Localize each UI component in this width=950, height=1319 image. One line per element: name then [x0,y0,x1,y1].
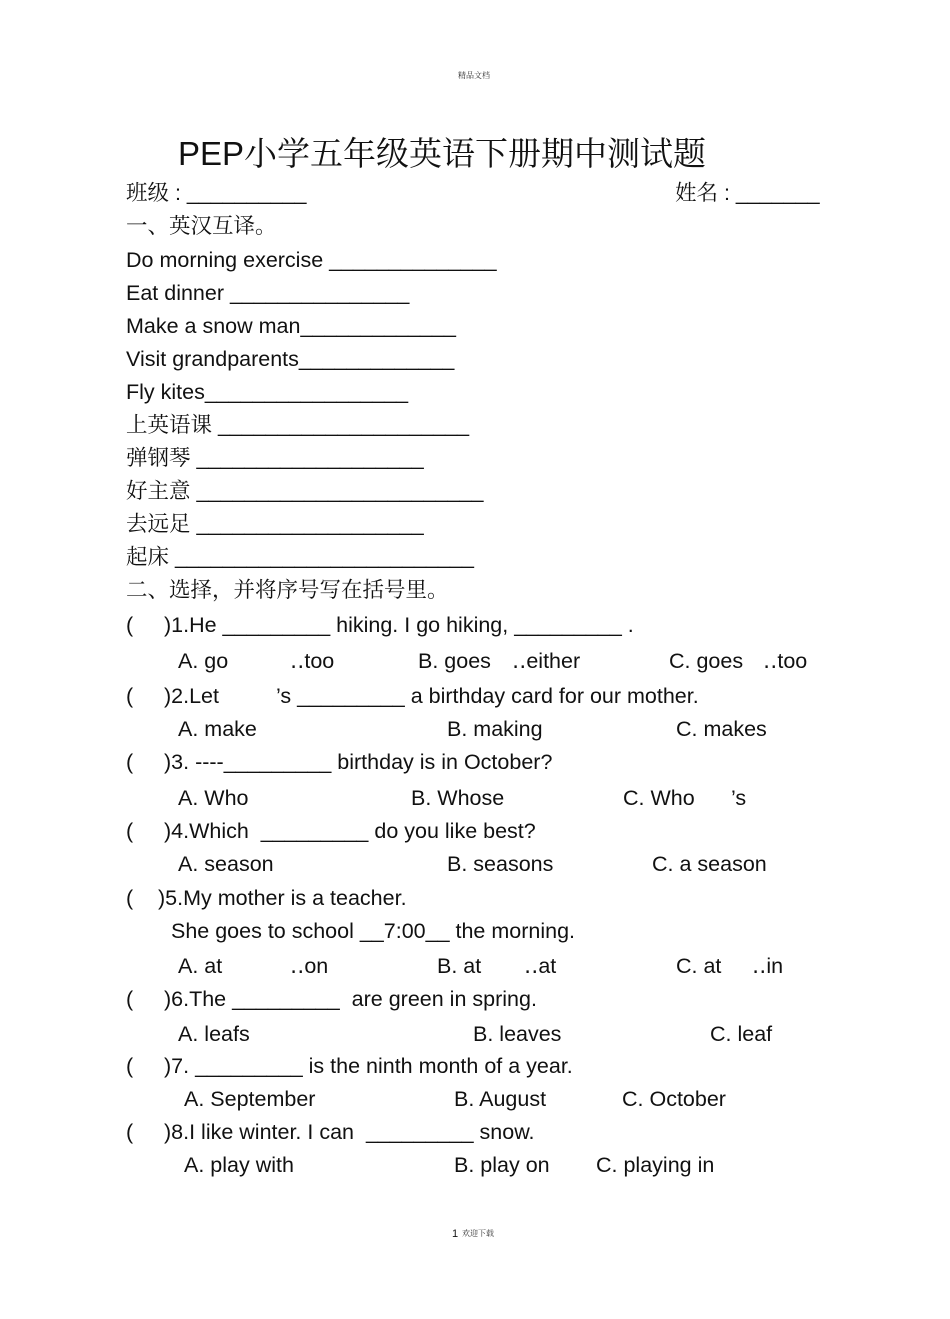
translation-item: 起床 _________________________ [126,545,474,569]
option-a: A. go [178,649,229,673]
option-b-suffix: ‥either [512,649,581,673]
translation-item: 上英语课 _____________________ [126,413,470,437]
answer-paren: ( [126,886,134,910]
option-c: C. at [676,954,722,978]
question-stem: )5.My mother is a teacher. [158,886,407,910]
translation-item: Fly kites_________________ [126,380,409,404]
translation-item: Visit grandparents_____________ [126,347,455,371]
header-note: 精品文档 [458,71,490,80]
option-a: A. leafs [178,1022,250,1046]
translation-item: Make a snow man_____________ [126,314,456,338]
section2-heading: 二、选择，并将序号写在括号里。 [126,578,449,602]
option-a-suffix: ‥on [290,954,329,978]
page-number: 1 [452,1228,459,1240]
question-stem-cont: ’s _________ a birthday card for our mother. [276,684,699,708]
question-stem-cont: She goes to school __7:00__ the morning. [171,919,576,943]
option-a: A. Who [178,786,249,810]
answer-paren: ( [126,819,134,843]
option-b-suffix: ‥at [524,954,557,978]
option-b: B. August [454,1087,547,1111]
option-c: C. a season [652,852,767,876]
section1-heading: 一、英汉互译。 [126,214,277,238]
translation-item: 好主意 ________________________ [126,479,484,503]
option-c: C. goes [669,649,744,673]
option-a-suffix: ‥too [290,649,335,673]
option-c: C. leaf [710,1022,773,1046]
option-b: B. leaves [473,1022,562,1046]
page-title: PEP小学五年级英语下册期中测试题 [178,135,707,172]
footer-note: 欢迎下载 [462,1229,494,1238]
translation-item: 弹钢琴 ___________________ [126,446,424,470]
option-c: C. makes [676,717,767,741]
option-c: C. October [622,1087,726,1111]
question-stem: )1.He _________ hiking. I go hiking, _________ . [164,613,634,637]
option-c-suffix: ’s [731,786,747,810]
option-c: C. playing in [596,1153,715,1177]
translation-item: Do morning exercise ______________ [126,248,497,272]
question-stem: )8.I like winter. I can _________ snow. [164,1120,535,1144]
question-stem: )4.Which _________ do you like best? [164,819,536,843]
name-field: 姓名 : _______ [675,181,820,205]
option-a: A. September [184,1087,316,1111]
answer-paren: ( [126,987,134,1011]
translation-item: Eat dinner _______________ [126,281,410,305]
question-stem: )7. _________ is the ninth month of a year. [164,1054,573,1078]
option-a: A. make [178,717,257,741]
option-c-suffix: ‥in [752,954,784,978]
translation-item: 去远足 ___________________ [126,512,424,536]
option-a: A. play with [184,1153,294,1177]
answer-paren: ( [126,750,134,774]
question-stem: )2.Let [164,684,219,708]
question-stem: )6.The _________ are green in spring. [164,987,537,1011]
answer-paren: ( [126,1054,134,1078]
answer-paren: ( [126,613,134,637]
option-b: B. goes [418,649,491,673]
option-a: A. at [178,954,223,978]
class-field: 班级 : __________ [126,181,307,205]
option-c-suffix: ‥too [763,649,808,673]
option-c: C. Who [623,786,695,810]
option-b: B. Whose [411,786,505,810]
option-a: A. season [178,852,274,876]
option-b: B. play on [454,1153,550,1177]
answer-paren: ( [126,1120,134,1144]
option-b: B. making [447,717,543,741]
question-stem: )3. ----_________ birthday is in October? [164,750,553,774]
option-b: B. at [437,954,482,978]
answer-paren: ( [126,684,134,708]
option-b: B. seasons [447,852,554,876]
